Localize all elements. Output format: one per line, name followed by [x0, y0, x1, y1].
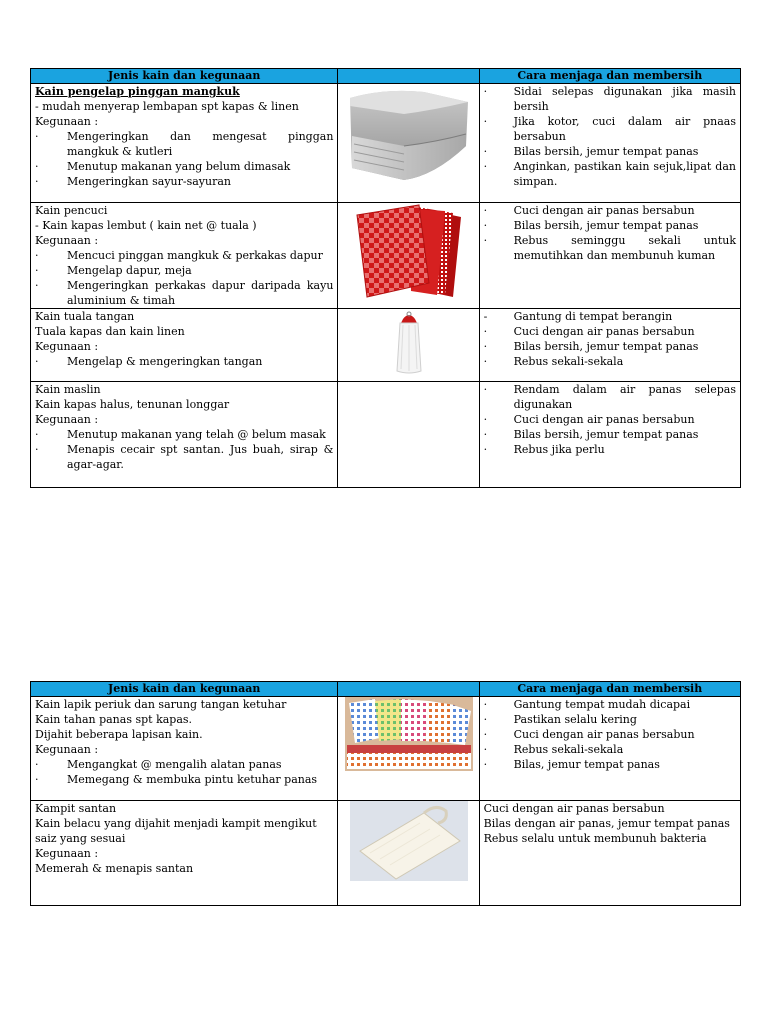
- list-item: - Gantung di tempat berangin: [483, 310, 673, 323]
- list-item: · Rebus sekali-sekala: [483, 355, 624, 368]
- list-item: · Pastikan selalu kering: [483, 713, 637, 726]
- header-fabric-type: Jenis kain dan kegunaan: [31, 69, 338, 84]
- fabric-title: Kain pengelap pinggan mangkuk: [35, 85, 240, 98]
- fabric-title: Kain pencuci: [35, 204, 108, 217]
- list-item: · Jika kotor, cuci dalam air pnaas bersabun: [483, 115, 736, 143]
- uses-list: [35, 757, 333, 787]
- fabric-description: - mudah menyerap lembapan spt kapas & linen: [35, 100, 299, 113]
- table-row: [31, 203, 741, 309]
- fabric-image-cell: [338, 697, 479, 801]
- table-header-row: [31, 69, 741, 84]
- list-item: · Bilas bersih, jemur tempat panas: [483, 219, 699, 232]
- hanging-hand-towel-icon: [389, 309, 429, 377]
- table-row: [31, 84, 741, 203]
- care-cell: [479, 84, 740, 203]
- fabric-image-cell: [338, 382, 479, 488]
- fabric-table-2: [30, 681, 741, 906]
- list-item: · Cuci dengan air panas bersabun: [483, 728, 695, 741]
- uses-list: [35, 354, 333, 369]
- list-item: · Menapis cecair spt santan. Jus buah, sirap & agar-agar.: [35, 443, 334, 471]
- fabric-description: Kain belacu yang dijahit menjadi kampit mengikut saiz yang sesuai: [35, 817, 317, 845]
- header-fabric-type: Jenis kain dan kegunaan: [31, 682, 338, 697]
- fabric-info-cell: [31, 203, 338, 309]
- uses-label: Kegunaan :: [35, 340, 99, 353]
- list-item: · Mengelap & mengeringkan tangan: [35, 355, 263, 368]
- list-item: · Mengelap dapur, meja: [35, 264, 192, 277]
- fabric-image-cell: [338, 309, 479, 382]
- red-checkered-cloths-icon: [349, 203, 469, 301]
- list-item: · Menutup makanan yang telah @ belum masak: [35, 428, 326, 441]
- fabric-title: Kampit santan: [35, 802, 117, 815]
- header-care: Cara menjaga dan membersih: [479, 69, 740, 84]
- fabric-title: Kain lapik periuk dan sarung tangan ketuhar: [35, 698, 287, 711]
- fabric-description: - Kain kapas lembut ( kain net @ tuala ): [35, 219, 257, 232]
- list-item: · Bilas, jemur tempat panas: [483, 758, 660, 771]
- list-item: · Bilas bersih, jemur tempat panas: [483, 428, 699, 441]
- header-image: [338, 69, 479, 84]
- care-text: Cuci dengan air panas bersabun: [483, 802, 665, 815]
- uses-plain: Memerah & menapis santan: [35, 862, 194, 875]
- uses-list: [35, 248, 333, 308]
- list-item: · Memegang & membuka pintu ketuhar panas: [35, 773, 318, 786]
- fabric-table-1: [30, 68, 741, 488]
- header-care: Cara menjaga dan membersih: [479, 682, 740, 697]
- fabric-info-cell: [31, 801, 338, 906]
- care-list: [484, 309, 736, 369]
- list-item: · Mengangkat @ mengalih alatan panas: [35, 758, 282, 771]
- list-item: · Gantung tempat mudah dicapai: [483, 698, 691, 711]
- colorful-pot-holders-icon: [345, 697, 473, 771]
- list-item: · Mengeringkan sayur-sayuran: [35, 175, 231, 188]
- care-cell: [479, 309, 740, 382]
- folded-grey-cloth-icon: [344, 84, 474, 184]
- fabric-description: Dijahit beberapa lapisan kain.: [35, 728, 203, 741]
- uses-list: [35, 129, 333, 189]
- table-row: [31, 801, 741, 906]
- list-item: · Mengeringkan dan mengesat pinggan mangkuk & kutleri: [35, 130, 334, 158]
- table-row: [31, 697, 741, 801]
- table-header-row: [31, 682, 741, 697]
- care-list: [484, 697, 736, 772]
- list-item: · Mencuci pinggan mangkuk & perkakas dapur: [35, 249, 323, 262]
- fabric-title: Kain maslin: [35, 383, 101, 396]
- list-item: · Rebus seminggu sekali untuk memutihkan dan membunuh kuman: [483, 234, 736, 262]
- list-item: · Cuci dengan air panas bersabun: [483, 325, 695, 338]
- fabric-info-cell: [31, 309, 338, 382]
- table-row: [31, 309, 741, 382]
- fabric-info-cell: [31, 84, 338, 203]
- fabric-description: Kain tahan panas spt kapas.: [35, 713, 193, 726]
- fabric-image-cell: [338, 801, 479, 906]
- list-item: · Bilas bersih, jemur tempat panas: [483, 145, 699, 158]
- list-item: · Bilas bersih, jemur tempat panas: [483, 340, 699, 353]
- white-cloth-bag-icon: [350, 801, 468, 881]
- fabric-title: Kain tuala tangan: [35, 310, 135, 323]
- list-item: · Cuci dengan air panas bersabun: [483, 413, 695, 426]
- fabric-description: Kain kapas halus, tenunan longgar: [35, 398, 230, 411]
- fabric-image-cell: [338, 84, 479, 203]
- care-text: Bilas dengan air panas, jemur tempat panas: [483, 817, 730, 830]
- care-list: [484, 203, 736, 263]
- list-item: · Cuci dengan air panas bersabun: [483, 204, 695, 217]
- fabric-info-cell: [31, 697, 338, 801]
- list-item: · Menutup makanan yang belum dimasak: [35, 160, 291, 173]
- uses-label: Kegunaan :: [35, 743, 99, 756]
- care-text: Rebus selalu untuk membunuh bakteria: [483, 832, 707, 845]
- care-list: [484, 382, 736, 457]
- list-item: · Mengeringkan perkakas dapur daripada kayu aluminium & timah: [35, 279, 334, 307]
- uses-list: [35, 427, 333, 472]
- fabric-image-cell: [338, 203, 479, 309]
- uses-label: Kegunaan :: [35, 234, 99, 247]
- list-item: · Rebus jika perlu: [483, 443, 605, 456]
- care-cell: [479, 801, 740, 906]
- uses-label: Kegunaan :: [35, 847, 99, 860]
- header-image: [338, 682, 479, 697]
- list-item: · Sidai selepas digunakan jika masih bersih: [483, 85, 736, 113]
- table-row: [31, 382, 741, 488]
- fabric-description: Tuala kapas dan kain linen: [35, 325, 185, 338]
- care-cell: [479, 382, 740, 488]
- care-cell: [479, 203, 740, 309]
- care-list: [484, 84, 736, 189]
- uses-label: Kegunaan :: [35, 115, 99, 128]
- fabric-info-cell: [31, 382, 338, 488]
- uses-label: Kegunaan :: [35, 413, 99, 426]
- list-item: · Rendam dalam air panas selepas digunakan: [483, 383, 736, 411]
- list-item: · Rebus sekali-sekala: [483, 743, 624, 756]
- list-item: · Anginkan, pastikan kain sejuk,lipat dan simpan.: [483, 160, 736, 188]
- care-cell: [479, 697, 740, 801]
